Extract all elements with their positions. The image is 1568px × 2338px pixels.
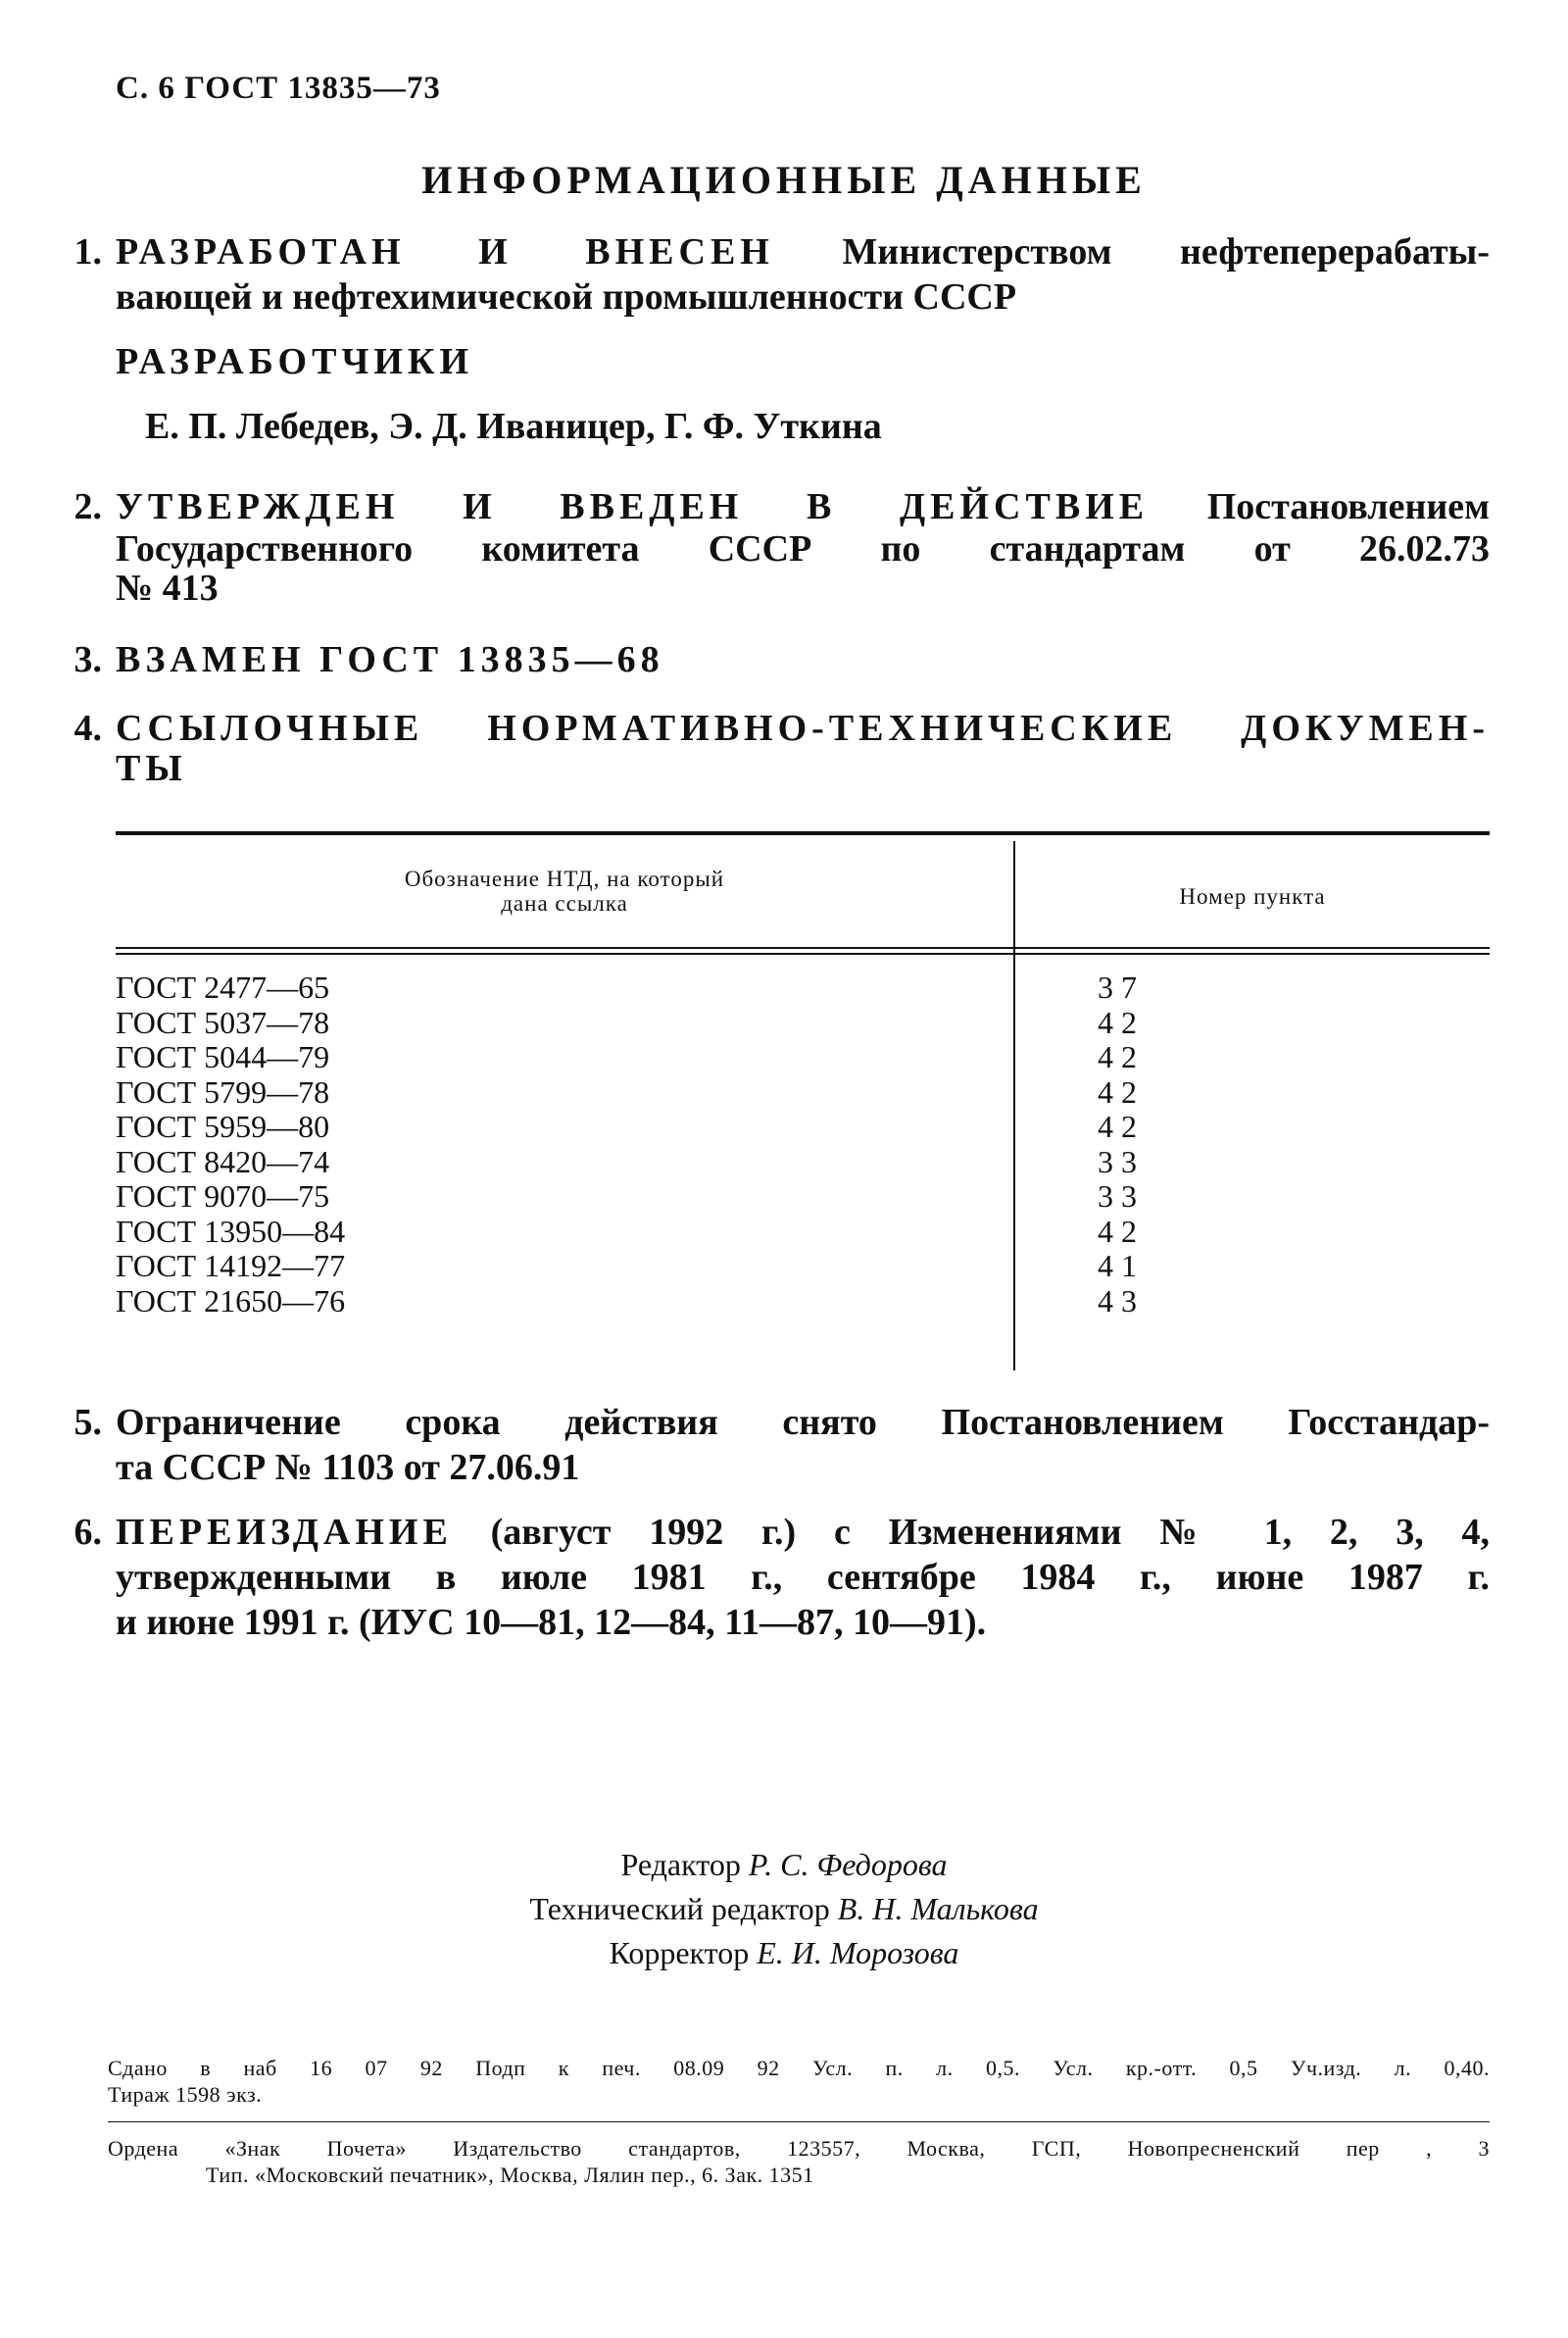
item-number: 1. <box>74 231 102 273</box>
table-row-clause: 4 1 <box>1098 1248 1137 1283</box>
item-6-line-1 <box>116 1510 1490 1555</box>
table-header-rule-1 <box>116 947 1490 949</box>
developers-names: Е. П. Лебедев, Э. Д. Иваницер, Г. Ф. Уткина <box>145 406 882 447</box>
table-row-clause: 3 3 <box>1098 1178 1137 1214</box>
credit-person: В. Н. Малькова <box>837 1891 1039 1926</box>
table-row-document: ГОСТ 13950—84 <box>116 1213 346 1249</box>
table-row-clause: 4 2 <box>1098 1109 1137 1144</box>
info-item-4 <box>74 706 1490 789</box>
info-item-3 <box>74 637 1488 682</box>
table-row-document: ГОСТ 14192—77 <box>116 1248 346 1283</box>
item-6-line-2: утвержденными в июле 1981 г., сентябре 1984 г., июне 1987 г. <box>116 1557 1490 1598</box>
table-row-document: ГОСТ 5037—78 <box>116 1004 330 1040</box>
credit-person: Е. И. Морозова <box>757 1935 959 1970</box>
table-row-clause: 3 3 <box>1098 1143 1137 1179</box>
header-document-line-2: дана ссылка <box>501 891 628 916</box>
table-row-document: ГОСТ 9070—75 <box>116 1178 330 1214</box>
credits-block <box>0 1843 1568 1975</box>
table-row-document: ГОСТ 21650—76 <box>116 1282 346 1318</box>
table-top-rule <box>116 831 1490 835</box>
item-3-text: ВЗАМЕН ГОСТ 13835—68 <box>116 639 664 680</box>
item-1-line-2: вающей и нефтехимической промышленности СССР <box>116 276 1017 318</box>
table-row-document: ГОСТ 8420—74 <box>116 1143 330 1179</box>
item-2-rest: Постановлением <box>1206 486 1490 527</box>
table-header-clause: Номер пункта <box>1179 884 1326 909</box>
table-row-clause: 4 2 <box>1098 1073 1137 1110</box>
imprint-line-1: Сдано в наб 16 07 92 Подп к печ. 08.09 92 Усл. п. л. 0,5. Усл. кр.-отт. 0,5 Уч.изд. л. 0,40. <box>108 2056 1490 2080</box>
item-2-line-1 <box>116 484 1490 529</box>
item-1-lead: РАЗРАБОТАН И ВНЕСЕН <box>116 231 774 273</box>
item-6-lead: ПЕРЕИЗДАНИЕ <box>116 1512 453 1553</box>
imprint-line-2: Тираж 1598 экз. <box>108 2082 263 2107</box>
item-2-line-3: № 413 <box>116 568 219 609</box>
table-row-clause: 3 7 <box>1098 970 1137 1005</box>
imprint-publisher <box>108 2135 1490 2188</box>
item-number: 3. <box>74 639 102 680</box>
credit-role: Технический редактор <box>529 1891 830 1926</box>
imprint-line-4: Тип. «Московский печатник», Москва, Лялин пер., 6. Зак. 1351 <box>206 2163 814 2187</box>
info-item-6 <box>74 1510 1491 1645</box>
item-5-line-2: та СССР № 1103 от 27.06.91 <box>116 1447 580 1488</box>
item-6-rest: (август 1992 г.) с Изменениями № 1, 2, 3, 4, <box>490 1512 1491 1553</box>
table-row-document: ГОСТ 5799—78 <box>116 1073 330 1110</box>
header-document-line-1: Обозначение НТД, на который <box>404 867 725 891</box>
table-row-document: ГОСТ 5959—80 <box>116 1109 330 1144</box>
info-item-5 <box>74 1400 1490 1490</box>
table-row-clause: 4 2 <box>1098 1004 1137 1040</box>
item-4-line-2: ТЫ <box>116 748 187 789</box>
table-header-rule-2 <box>116 953 1490 955</box>
credit-role: Редактор <box>620 1847 741 1882</box>
item-5-line-1: Ограничение срока действия снято Постановлением Госстандар- <box>116 1402 1490 1443</box>
item-2-line-2: Государственного комитета СССР по стандартам от 26.02.73 <box>116 528 1490 570</box>
table-header-document <box>116 867 1013 916</box>
imprint-print-data <box>108 2055 1490 2108</box>
table-row-document: ГОСТ 2477—65 <box>116 970 330 1005</box>
item-6-line-3: и июне 1991 г. (ИУС 10—81, 12—84, 11—87, 10—91). <box>116 1602 987 1643</box>
running-head: С. 6 ГОСТ 13835—73 <box>116 71 441 106</box>
item-number: 4. <box>74 708 102 749</box>
credit-role: Корректор <box>609 1935 750 1970</box>
developers-heading: РАЗРАБОТЧИКИ <box>116 341 474 382</box>
credit-tech-editor <box>0 1887 1568 1931</box>
imprint-line-3: Ордена «Знак Почета» Издательство стандартов, 123557, Москва, ГСП, Новопресненский пер , 3 <box>108 2136 1490 2161</box>
page-title: ИНФОРМАЦИОННЫЕ ДАННЫЕ <box>421 158 1147 202</box>
credit-editor <box>0 1843 1568 1887</box>
table-column-divider <box>1013 841 1015 1370</box>
item-1-line-1 <box>116 229 1490 274</box>
item-2-lead: УТВЕРЖДЕН И ВВЕДЕН В ДЕЙСТВИЕ <box>116 486 1150 527</box>
imprint-divider <box>108 2121 1490 2122</box>
item-4-line-1: ССЫЛОЧНЫЕ НОРМАТИВНО-ТЕХНИЧЕСКИЕ ДОКУМЕН- <box>116 708 1490 749</box>
table-row-clause: 4 3 <box>1098 1282 1137 1318</box>
table-row-clause: 4 2 <box>1098 1213 1137 1249</box>
info-item-2 <box>74 484 1490 609</box>
table-row-clause: 4 2 <box>1098 1039 1137 1074</box>
info-item-1 <box>74 229 1490 449</box>
credit-person: Р. С. Федорова <box>748 1847 948 1882</box>
item-1-rest: Министерством нефтеперерабаты- <box>842 231 1490 273</box>
item-number: 6. <box>74 1512 102 1553</box>
item-number: 2. <box>74 486 102 527</box>
item-number: 5. <box>74 1402 102 1443</box>
table-row-document: ГОСТ 5044—79 <box>116 1039 330 1074</box>
credit-corrector <box>0 1931 1568 1975</box>
